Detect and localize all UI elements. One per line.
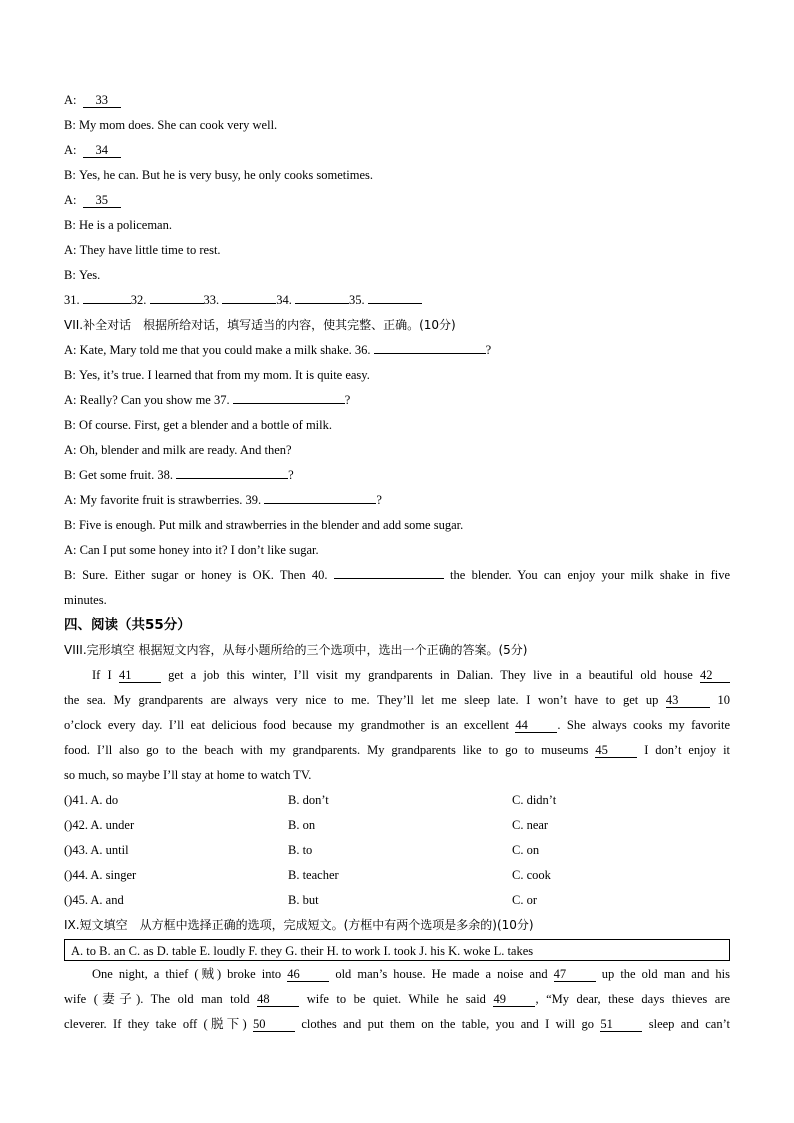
answer-blank[interactable] [83, 290, 131, 304]
option-row: ( )44. A. singer B. teacher C. cook [64, 863, 730, 888]
section-heading: VIII.完形填空 根据短文内容，从每小题所给的三个选项中，选出一个正确的答案。(5分) [64, 643, 528, 657]
option-row: ( )41. A. do B. don’t C. didn’t [64, 788, 730, 813]
part-heading: 四、阅读（共55分） [64, 617, 191, 633]
dialogue-line: A: Oh, blender and milk are ready. And then? [64, 443, 292, 457]
blank-51[interactable]: 51 [600, 1017, 642, 1032]
dialogue-line: A: 33 [64, 88, 730, 113]
dialogue-line: A: Kate, Mary told me that you could make a milk shake. 36. ? [64, 338, 730, 363]
blank-48[interactable]: 48 [257, 992, 299, 1007]
blank-49[interactable]: 49 [493, 992, 535, 1007]
dialogue-line: B: Yes. [64, 268, 101, 282]
dialogue-line: B: He is a policeman. [64, 218, 172, 232]
section-vii [64, 313, 730, 613]
dialogue-line: B: Yes, it’s true. I learned that from my mom. It is quite easy. [64, 368, 370, 382]
answer-blank-36[interactable] [374, 340, 486, 354]
section-viii [64, 638, 730, 913]
dialogue-section [64, 88, 730, 313]
answer-blank[interactable] [150, 290, 204, 304]
passage-line: If I 41 get a job this winter, I’ll visit my grandparents in Dalian. They live in a beautiful old house 42 [64, 663, 730, 688]
blank-47[interactable]: 47 [554, 967, 596, 982]
dialogue-line: B: Yes, he can. But he is very busy, he only cooks sometimes. [64, 168, 374, 182]
section-heading: IX.短文填空 从方框中选择正确的选项，完成短文。(方框中有两个选项是多余的)(10分) [64, 918, 534, 932]
passage-line: One night, a thief (贼) broke into 46 old man’s house. He made a noise and 47 up the old man and his [92, 967, 731, 981]
answer-paren[interactable]: ( )43. A. until [64, 843, 129, 857]
dialogue-line: A: They have little time to rest. [64, 243, 221, 257]
answer-blank-39[interactable] [264, 490, 376, 504]
answer-paren[interactable]: ( )45. A. and [64, 893, 124, 907]
dialogue-line: B: Of course. First, get a blender and a bottle of milk. [64, 418, 332, 432]
dialogue-line: A: 34 [64, 138, 730, 163]
answer-paren[interactable]: ( )44. A. singer [64, 868, 137, 882]
blank-43[interactable]: 43 [666, 693, 710, 708]
blank-45[interactable]: 45 [595, 743, 637, 758]
answer-row: 31. 32. 33. 34. 35. [64, 288, 730, 313]
passage-line: so much, so maybe I’ll stay at home to watch TV. [64, 768, 312, 782]
blank-33[interactable]: 33 [83, 93, 121, 108]
option-row: ( )43. A. until B. to C. on [64, 838, 730, 863]
blank-35[interactable]: 35 [83, 193, 121, 208]
dialogue-line: A: Can I put some honey into it? I don’t like sugar. [64, 543, 319, 557]
answer-blank-37[interactable] [233, 390, 345, 404]
passage-line: o’clock every day. I’ll eat delicious food because my grandmother is an excellent 44 . She always cooks my favorite [64, 718, 730, 732]
answer-blank[interactable] [295, 290, 349, 304]
blank-41[interactable]: 41 [119, 668, 161, 683]
passage-line: food. I’ll also go to the beach with my grandparents. My grandparents like to go to museums 45 I don’t enjoy it [64, 743, 731, 757]
dialogue-line: A: My favorite fruit is strawberries. 39. ? [64, 488, 730, 513]
section-ix [64, 913, 730, 1037]
passage-line: cleverer. If they take off (脱下) 50 clothes and put them on the table, you and I will go 51 sleep and can’t [64, 1017, 730, 1031]
answer-blank-38[interactable] [176, 465, 288, 479]
blank-50[interactable]: 50 [253, 1017, 295, 1032]
dialogue-line: A: 35 [64, 188, 730, 213]
dialogue-line: B: Five is enough. Put milk and strawberries in the blender and add some sugar. [64, 518, 464, 532]
worksheet-page [64, 88, 730, 1037]
answer-blank[interactable] [222, 290, 276, 304]
passage-line: wife (妻子). The old man told 48 wife to be quiet. While he said 49 , “My dear, these days thieves are [64, 992, 731, 1006]
blank-44[interactable]: 44 [515, 718, 557, 733]
answer-blank[interactable] [368, 290, 422, 304]
answer-paren[interactable]: ( )42. A. under [64, 818, 135, 832]
answer-paren[interactable]: ( )41. A. do [64, 793, 119, 807]
blank-42[interactable]: 42 [700, 668, 730, 683]
option-row: ( )42. A. under B. on C. near [64, 813, 730, 838]
option-row: ( )45. A. and B. but C. or [64, 888, 730, 913]
word-bank-box: A. to B. an C. as D. table E. loudly F. they G. their H. to work I. took J. his K. woke L. takes [64, 939, 730, 961]
answer-blank-40[interactable] [334, 565, 444, 579]
blank-46[interactable]: 46 [287, 967, 329, 982]
dialogue-line: B: My mom does. She can cook very well. [64, 118, 278, 132]
dialogue-line: A: Really? Can you show me 37. ? [64, 388, 730, 413]
dialogue-line: B: Get some fruit. 38. ? [64, 463, 730, 488]
blank-34[interactable]: 34 [83, 143, 121, 158]
dialogue-line: B: Sure. Either sugar or honey is OK. Then 40. the blender. You can enjoy your milk shake in five [64, 563, 730, 588]
section-heading: VII.补全对话 根据所给对话，填写适当的内容，使其完整、正确。(10分) [64, 318, 456, 332]
passage-line: the sea. My grandparents are always very nice to me. They’ll let me sleep late. I won’t have to get up 43 10 [64, 693, 730, 707]
dialogue-line-continued: minutes. [64, 593, 107, 607]
